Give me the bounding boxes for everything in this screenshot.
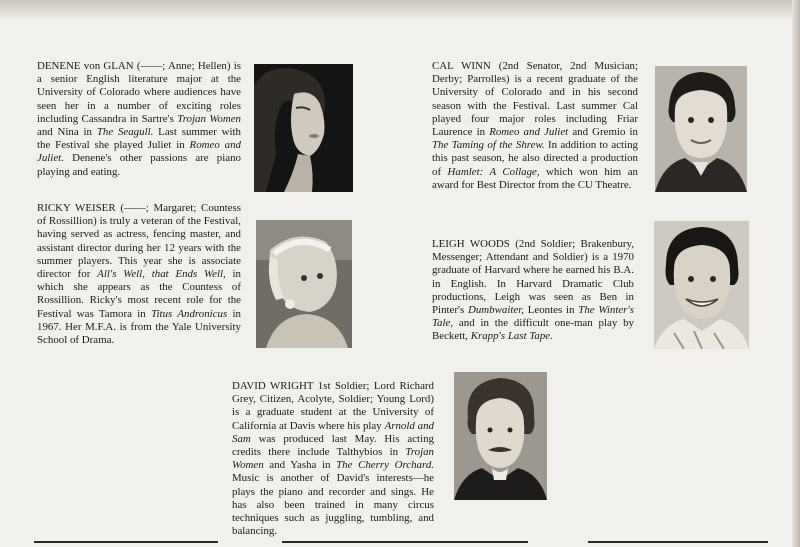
portrait-woman-profile-image [254, 64, 353, 192]
bio-cal-winn [432, 60, 638, 192]
bio-text: Last summer with the Festival she played Juliet in [37, 126, 241, 152]
bio-text: LEIGH WOODS (2nd Soldier; Brakenbury, Messenger; Attendant and Soldier) is a 1970 graduate of Harvard where he earned his B.A. in English. In Harvard Dramatic Club productions, Leigh was seen as Ben in Pinter's [432, 238, 634, 317]
bio-title-text: The Seagull. [96, 126, 154, 139]
bio-title-text: Romeo and Juliet [489, 126, 569, 139]
bio-title-text: Trojan Women [232, 446, 434, 472]
bio-text: In addition to acting this past season, he also directed a production of [432, 139, 638, 178]
bio-text: Denene's other passions are piano playing and eating. [37, 152, 241, 178]
bio-text: and Yasha in [263, 459, 337, 472]
bio-text: and Gremio in [568, 126, 638, 139]
bio-david-wright [232, 380, 434, 538]
bio-title-text: The Taming of the Shrew. [432, 139, 545, 152]
bio-text: Music is another of David's interests—he plays the piano and recorder and sings. He has also been trained in many circus techniques such as juggling, tumbling, and balancing. [232, 472, 434, 538]
photo-ricky-weiser [256, 220, 352, 348]
bottom-rule-left [34, 541, 218, 543]
bottom-rule-right [588, 541, 768, 543]
photo-cal-winn [655, 66, 747, 192]
bio-text: was produced last May. His acting credits there include Talthybios in [232, 432, 434, 459]
bio-title-text: Romeo and Juliet. [37, 139, 241, 165]
portrait-man-mustache-image [454, 372, 547, 500]
photo-denene-von-glan [254, 64, 353, 192]
bio-title-text: All's Well, that Ends Well, [97, 268, 226, 281]
bio-text: which won him an award for Best Director from the CU Theatre. [432, 165, 638, 191]
scan-right-edge [792, 0, 800, 547]
bottom-rule-middle [282, 541, 528, 543]
bio-text: and in the difficult one-man play by Beckett, [432, 317, 634, 343]
bio-denene-von-glan [37, 60, 241, 179]
bio-text: and Nina in [37, 126, 97, 139]
bio-title-text: Hamlet: A Collage, [447, 165, 540, 178]
scan-top-edge [0, 0, 800, 18]
bio-text: Leontes in [523, 304, 579, 317]
bio-text: DAVID WRIGHT 1st Soldier; Lord Richard Grey, Citizen, Acolyte, Soldier; Young Lord) is a graduate student at the University of California at Davis where his play [232, 380, 434, 432]
bio-text: DENENE von GLAN (——; Anne; Hellen) is a senior English literature major at the University of Colorado where audiences have seen her in a number of exciting roles including Cassandra in Sartre's [37, 60, 241, 125]
bio-title-text: The Winter's Tale, [432, 304, 634, 330]
bio-title-text: Krapp's Last Tape. [470, 330, 553, 343]
portrait-man-smiling-image [654, 221, 749, 349]
bio-ricky-weiser [37, 202, 241, 347]
bio-title-text: Trojan Women [177, 112, 241, 125]
bio-title-text: Dumbwaiter, [468, 304, 524, 317]
bio-text: CAL WINN (2nd Senator, 2nd Musician; Derby; Parrolles) is a recent graduate of the University of Colorado and in his second season with the Festival. Last summer Cal played four major roles including Friar Laurence in [432, 60, 638, 139]
bio-text: in 1967. Her M.F.A. is from the Yale University School of Drama. [37, 307, 241, 347]
photo-leigh-woods [654, 221, 749, 349]
bio-text: in which she appears as the Countess of Rossillion. Ricky's most recent role for the Festival was Tamora in [37, 268, 242, 320]
bio-title-text: Titus Andronicus [151, 307, 228, 320]
portrait-woman-headband-image [256, 220, 352, 348]
bio-leigh-woods [432, 238, 634, 344]
photo-david-wright [454, 372, 547, 500]
portrait-man-curly-hair-image [655, 66, 747, 192]
bio-title-text: Arnold and Sam [232, 419, 434, 445]
bio-text: RICKY WEISER (——; Margaret; Countess of Rossillion) is truly a veteran of the Festival, having served as actress, fencing master, and assistant director during her 12 years with the summer players. This year she is associate director for [37, 202, 241, 281]
bio-title-text: The Cherry Orchard. [336, 459, 435, 472]
